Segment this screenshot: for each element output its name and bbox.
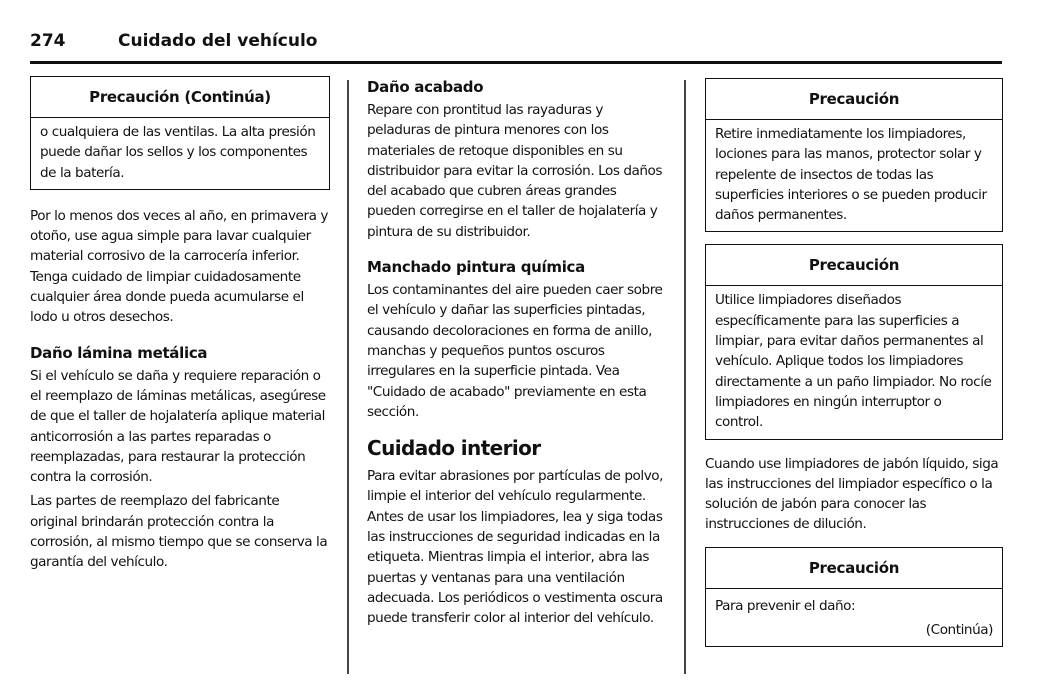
column-middle: [367, 76, 667, 629]
paragraph-chemical-paint-spotting: Los contaminantes del aire pueden caer sobre el vehículo y dañar las superficies pintadas, causando decoloraciones en forma de anillo, manchas y pequeños puntos oscuros irregulares en la superficie pintada. Vea "Cuidado de acabado" previamente en esta sección.: [367, 282, 663, 420]
caution-text: o cualquiera de las ventilas. La alta presión puede dañar los sellos y los componentes de la batería.: [40, 124, 316, 181]
caution-box-prevent-damage: [705, 547, 1003, 648]
caution-text: Para prevenir el daño:: [715, 597, 856, 614]
caution-box-continued: [30, 76, 330, 190]
caution-box-remove-cleaners: [705, 78, 1003, 232]
heading-interior-care: Cuidado interior: [367, 436, 541, 461]
caution-text: Retire inmediatamente los limpiadores, lociones para las manos, protector solar y repelente de insectos de todas las superficies interiores o se pueden producir daños permanentes.: [715, 126, 987, 224]
caution-title: Precaución: [706, 245, 1002, 286]
column-left: [30, 76, 330, 573]
paragraph-replacement-parts: Las partes de reemplazo del fabricante original brindarán protección contra la corrosión, al mismo tiempo que se conserva la garantía del vehículo.: [30, 493, 328, 571]
paragraph-finish-damage: Repare con prontitud las rayaduras y peladuras de pintura menores con los materiales de retoque disponibles en su distribuidor para evitar la corrosión. Los daños del acabado que cubren áreas grandes pueden corregirse en el taller de hojalatería y pintura de su distribuidor.: [367, 102, 663, 240]
continues-label: (Continúa): [925, 622, 993, 639]
page-number: 274: [30, 31, 66, 51]
heading-sheet-metal-damage: Daño lámina metálica: [30, 343, 208, 362]
page-header: [30, 28, 1002, 64]
heading-finish-damage: Daño acabado: [367, 78, 484, 96]
caution-title: Precaución: [706, 548, 1002, 589]
caution-title: Precaución: [706, 79, 1002, 120]
section-title: Cuidado del vehículo: [118, 31, 318, 51]
caution-box-use-proper-cleaners: [705, 244, 1003, 439]
paragraph-interior-care: Para evitar abrasiones por partículas de polvo, limpie el interior del vehículo regularmente. Antes de usar los limpiadores, lea y siga todas las instrucciones de seguridad indicadas en la etiqueta. Mientras limpia el interior, abra las puertas y ventanas para una ventilación adecuada. Los periódicos o vestimenta oscura puede transferir color al interior del vehículo.: [367, 468, 664, 627]
paragraph-liquid-soap-cleaners: Cuando use limpiadores de jabón líquido, siga las instrucciones del limpiador específico o la solución de jabón para conocer las instrucciones de dilución.: [705, 455, 999, 533]
heading-chemical-paint-spotting: Manchado pintura química: [367, 258, 585, 277]
caution-text: Utilice limpiadores diseñados específicamente para las superficies a limpiar, para evitar daños permanentes al vehículo. Aplique todos los limpiadores directamente a un paño limpiador. No rocíe limpiadores en ningún interruptor o control.: [715, 292, 992, 431]
column-divider: [684, 80, 686, 674]
paragraph-sheet-metal-repair: Si el vehículo se daña y requiere reparación o el reemplazo de láminas metálicas, asegúrese de que el taller de hojalatería aplique material anticorrosión a las partes reparadas o reemplazadas, para restaurar la protección contra la corrosión.: [30, 367, 326, 486]
caution-title: Precaución (Continúa): [31, 77, 329, 118]
paragraph-wash-underbody: Por lo menos dos veces al año, en primavera y otoño, use agua simple para lavar cualquier material corrosivo de la carrocería inferior. Tenga cuidado de limpiar cuidadosamente cualquier área donde pueda acumularse el lodo u otros desechos.: [30, 207, 328, 326]
column-divider: [347, 80, 349, 674]
column-right: [705, 76, 1003, 647]
